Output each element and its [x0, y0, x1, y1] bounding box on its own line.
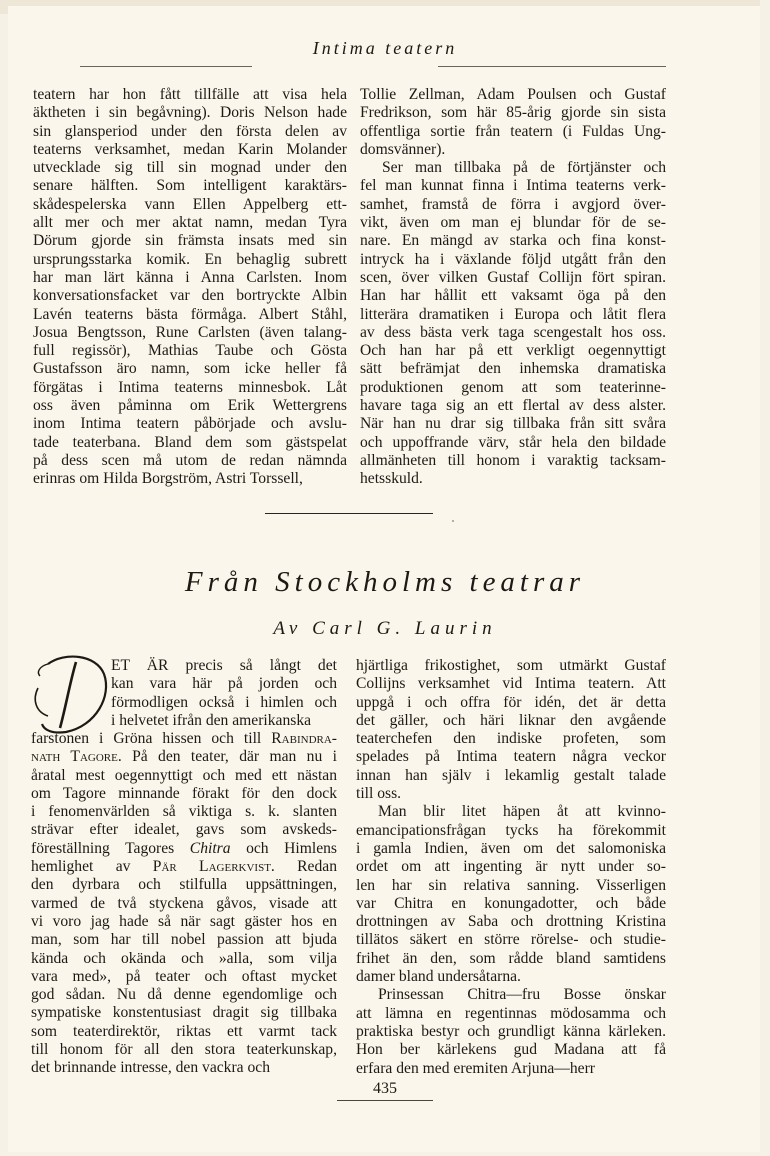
text-line: Gustafsson äro namn, som icke heller få	[33, 360, 347, 378]
text-line: drottningen av Saba och drottning Kristina	[356, 913, 666, 931]
text-line: föreställning Tagores Chitra och Himlens	[31, 839, 338, 857]
top-left-column	[33, 86, 347, 489]
text-line: det brinnande intresse, den vackra och	[31, 1059, 271, 1077]
text-line: havare taga sig an ett flertal av dess alster.	[360, 397, 666, 415]
text-line: allt mer och mer aktat namn, medan Tyra	[33, 214, 347, 232]
text-line: Prinsessan Chitra—fru Bosse önskar	[378, 986, 666, 1004]
running-head-rule-right	[438, 66, 666, 67]
running-head: Intima teatern	[312, 38, 458, 58]
text-line: Collijns verksamhet vid Intima teatern. Att	[356, 675, 666, 693]
text-line: på dess scen må utom de redan nämnda	[33, 451, 347, 469]
page-number-rule	[337, 1100, 433, 1101]
text-line: uppgå i och offra för idén, det är detta	[356, 693, 666, 711]
text-line: det gäller, och häri liknar den avgående	[356, 711, 666, 729]
text-line: sympatiske konstentusiast dragit sig tillbaka	[31, 1004, 337, 1022]
article-title: Från Stockholms teatrar	[184, 566, 586, 598]
text-line: i fenomenvärlden så viktiga s. k. slanten	[31, 803, 337, 821]
dropcap-letter: D	[70, 708, 71, 709]
text-line: intryck ha i växlande följd utgått från den	[360, 250, 666, 268]
text-line: kända och okända och »alla, som vilja	[31, 949, 337, 967]
text-line: scen, över vilken Gustaf Collijn fört spiran.	[360, 268, 666, 286]
text-line: till oss.	[356, 785, 402, 803]
text-line: spelades på Intima teatern några veckor	[356, 748, 666, 766]
text-line: varmed de två styckena gåvos, visade att	[31, 894, 337, 912]
top-right-column	[360, 86, 666, 489]
article-byline: Av Carl G. Laurin	[273, 618, 497, 639]
text-line: Ser man tillbaka på de förtjänster och	[382, 159, 666, 177]
text-line: fel man kunnat finna i Intima teaterns verk-	[360, 177, 666, 195]
text-line: ordet om att ingenting är nytt under so-	[356, 858, 666, 876]
text-line: Josua Bengtsson, Rune Carlsten (även talang-	[33, 323, 347, 341]
text-line: sätt befrämjat den inhemska dramatiska	[360, 360, 666, 378]
text-line: förmodligen också i himlen och	[111, 693, 337, 711]
text-line: tade teaterbana. Bland dem som gästspelat	[33, 433, 347, 451]
text-line: kan vara här på jorden och	[111, 675, 337, 693]
text-line: farstonen i Gröna hissen och till Rabindra-	[31, 730, 337, 747]
text-line: Tollie Zellman, Adam Poulsen och Gustaf	[360, 86, 666, 103]
bottom-left-column	[31, 730, 337, 1078]
text-line: vara med», på teater och oftast mycket	[31, 967, 337, 985]
text-line: senare hälften. Som intelligent karaktärs-	[33, 177, 347, 195]
text-line: inom Intima teatern påbörjade och avslu-	[33, 415, 347, 433]
text-line: om Tagore minnande förakt för den dock	[31, 784, 337, 802]
text-line: sin glansperiod under den första delen av	[33, 122, 347, 140]
text-line: damer bland undersåtarna.	[356, 968, 521, 986]
text-line: frihet än den, som rådde bland samtidens	[356, 949, 666, 967]
text-line: teaterchefen den indiske profeten, som	[356, 730, 666, 748]
text-line: teatern har hon fått tillfälle att visa hela	[33, 86, 347, 103]
text-line: samhet, framstå de förra i avgjord över-	[360, 195, 666, 213]
text-line: utvecklade sig till sin mognad under den	[33, 159, 347, 177]
text-line: strävar efter idealet, gavs som avskeds-	[31, 821, 337, 839]
text-line: erinras om Hilda Borgström, Astri Torssell,	[33, 470, 303, 488]
text-line: domsvänner).	[360, 140, 446, 158]
text-line: Hon ber kärlekens gud Madana att få	[356, 1041, 666, 1059]
text-line: innan han själv i lekamlig gestalt talade	[356, 766, 666, 784]
text-line: i helvetet ifrån den amerikanska	[111, 711, 312, 729]
text-line: offentliga sortie från teatern (i Fuldas Ung-	[360, 122, 666, 140]
text-line: full regissör), Mathias Taube och Gösta	[33, 342, 347, 360]
text-line: ursprungsstarka komik. En behaglig subrett	[33, 250, 347, 268]
text-line: tillätos säkert en större rörelse- och studie-	[356, 931, 666, 949]
text-line: äktheten i sin begåvning). Doris Nelson hade	[33, 104, 347, 122]
text-line: till honom för all den stora teaterkunskap,	[31, 1041, 337, 1059]
text-line: att lämna en regentinnas mödosamma och	[356, 1004, 666, 1022]
text-line: som teaterdirektör, riktas ett varmt tack	[31, 1022, 337, 1040]
text-line: len har sin relativa sanning. Visserligen	[356, 876, 666, 894]
bottom-right-column	[356, 657, 666, 1078]
text-line: av dess bästa verk taga scengestalt hos oss.	[360, 323, 666, 341]
text-line: förgätas i Intima teaterns minnesbok. Låt	[33, 378, 347, 396]
text-line: Fredrikson, som här 85-årig gjorde sin sista	[360, 104, 666, 122]
text-line: den dyrbara och stilfulla uppsättningen,	[31, 876, 337, 894]
text-line: oss även påminna om Erik Wettergrens	[33, 397, 347, 415]
text-line: Dörum gjorde sin främsta insats med sin	[33, 232, 347, 250]
text-line: skådespelerska vann Ellen Appelberg ett-	[33, 195, 347, 213]
text-line: erfara den med eremiten Arjuna—herr	[356, 1059, 595, 1077]
text-line: Och han har på ett verkligt oegennyttigt	[360, 342, 666, 360]
opening-lines	[111, 657, 337, 730]
text-line: har man lärt känna i Anna Carlsten. Inom	[33, 268, 347, 286]
text-line: allmänheten till honom i varaktig tacksam-	[360, 451, 666, 469]
text-line: nath Tagore. På den teater, där man nu i	[31, 748, 337, 766]
text-line: god sådan. Nu då denne egendomlige och	[31, 986, 337, 1004]
text-line: praktiska bestyr och grundligt känna kärleken.	[356, 1022, 666, 1040]
text-line: vi voro jag hade så när sagt gäster hos en	[31, 912, 337, 930]
text-line: litterära dramatiken i Europa och låtit flera	[360, 305, 666, 323]
text-line: nare. En mängd av starka och fina konst-	[360, 232, 666, 250]
text-line: hjärtliga frikostighet, som utmärkt Gustaf	[356, 657, 666, 674]
page-number: 435	[373, 1080, 397, 1097]
text-line: vikt, även om man ej blundar för de se-	[360, 214, 666, 232]
text-line: När han nu drar sig tillbaka från sitt svåra	[360, 415, 666, 433]
text-line: emancipationsfrågan tycks ha förekommit	[356, 821, 666, 839]
text-line: Han har hållit ett vaksamt öga på den	[360, 287, 666, 305]
text-line: Lavén teaterns bästa förmåga. Albert Ståhl,	[33, 305, 347, 323]
dropcap-d	[30, 648, 110, 738]
text-line: i gamla Indien, även om det salomoniska	[356, 839, 666, 857]
speck	[452, 520, 454, 522]
section-divider	[265, 513, 433, 514]
text-line: teaterns verksamhet, medan Karin Molander	[33, 140, 347, 158]
text-line: åratal mest oegennyttigt och med ett nästan	[31, 766, 337, 784]
text-line: Man blir litet häpen åt att kvinno-	[378, 803, 666, 821]
text-line: och uppoffrande värv, står hela den bildade	[360, 433, 666, 451]
text-line: var Chitra en konungadotter, och både	[356, 894, 666, 912]
text-line: konversationsfacket var den bortryckte Albin	[33, 287, 347, 305]
text-line: produktionen genom att som teaterinne-	[360, 378, 666, 396]
running-head-rule-left	[80, 66, 252, 67]
text-line: hemlighet av Pär Lagerkvist. Redan	[31, 858, 337, 876]
text-line: hetsskuld.	[360, 470, 423, 488]
text-line: man, som har till nobel passion att bjuda	[31, 931, 337, 949]
text-line: ET ÄR precis så långt det	[111, 657, 337, 674]
